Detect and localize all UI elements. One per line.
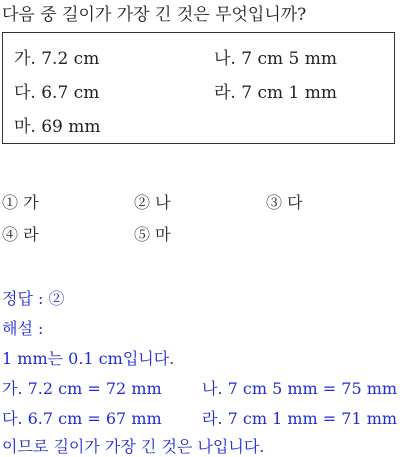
option-ra: 라. 7 cm 1 mm [214, 83, 337, 103]
choice-1[interactable]: ① 가 [2, 193, 39, 212]
explanation-line-ra: 라. 7 cm 1 mm = 71 mm [202, 409, 398, 428]
option-da: 다. 6.7 cm [14, 83, 100, 103]
choice-5[interactable]: ⑤ 마 [134, 225, 171, 244]
option-na: 나. 7 cm 5 mm [214, 49, 337, 69]
explanation-line-na: 나. 7 cm 5 mm = 75 mm [202, 379, 398, 398]
explanation-line-1: 1 mm는 0.1 cm입니다. [2, 349, 175, 368]
choice-4[interactable]: ④ 라 [2, 225, 39, 244]
question-text: 다음 중 길이가 가장 긴 것은 무엇입니까? [2, 5, 307, 25]
explanation-label: 해설 : [2, 319, 44, 338]
option-ga: 가. 7.2 cm [14, 49, 100, 69]
explanation-line-ga: 가. 7.2 cm = 72 mm [2, 379, 162, 398]
answer-label: 정답 : ② [2, 289, 65, 308]
explanation-conclusion: 이므로 길이가 가장 긴 것은 나입니다. [2, 437, 265, 456]
choice-2[interactable]: ② 나 [134, 193, 171, 212]
option-ma: 마. 69 mm [14, 117, 101, 137]
choice-3[interactable]: ③ 다 [266, 193, 303, 212]
explanation-line-da: 다. 6.7 cm = 67 mm [2, 409, 162, 428]
